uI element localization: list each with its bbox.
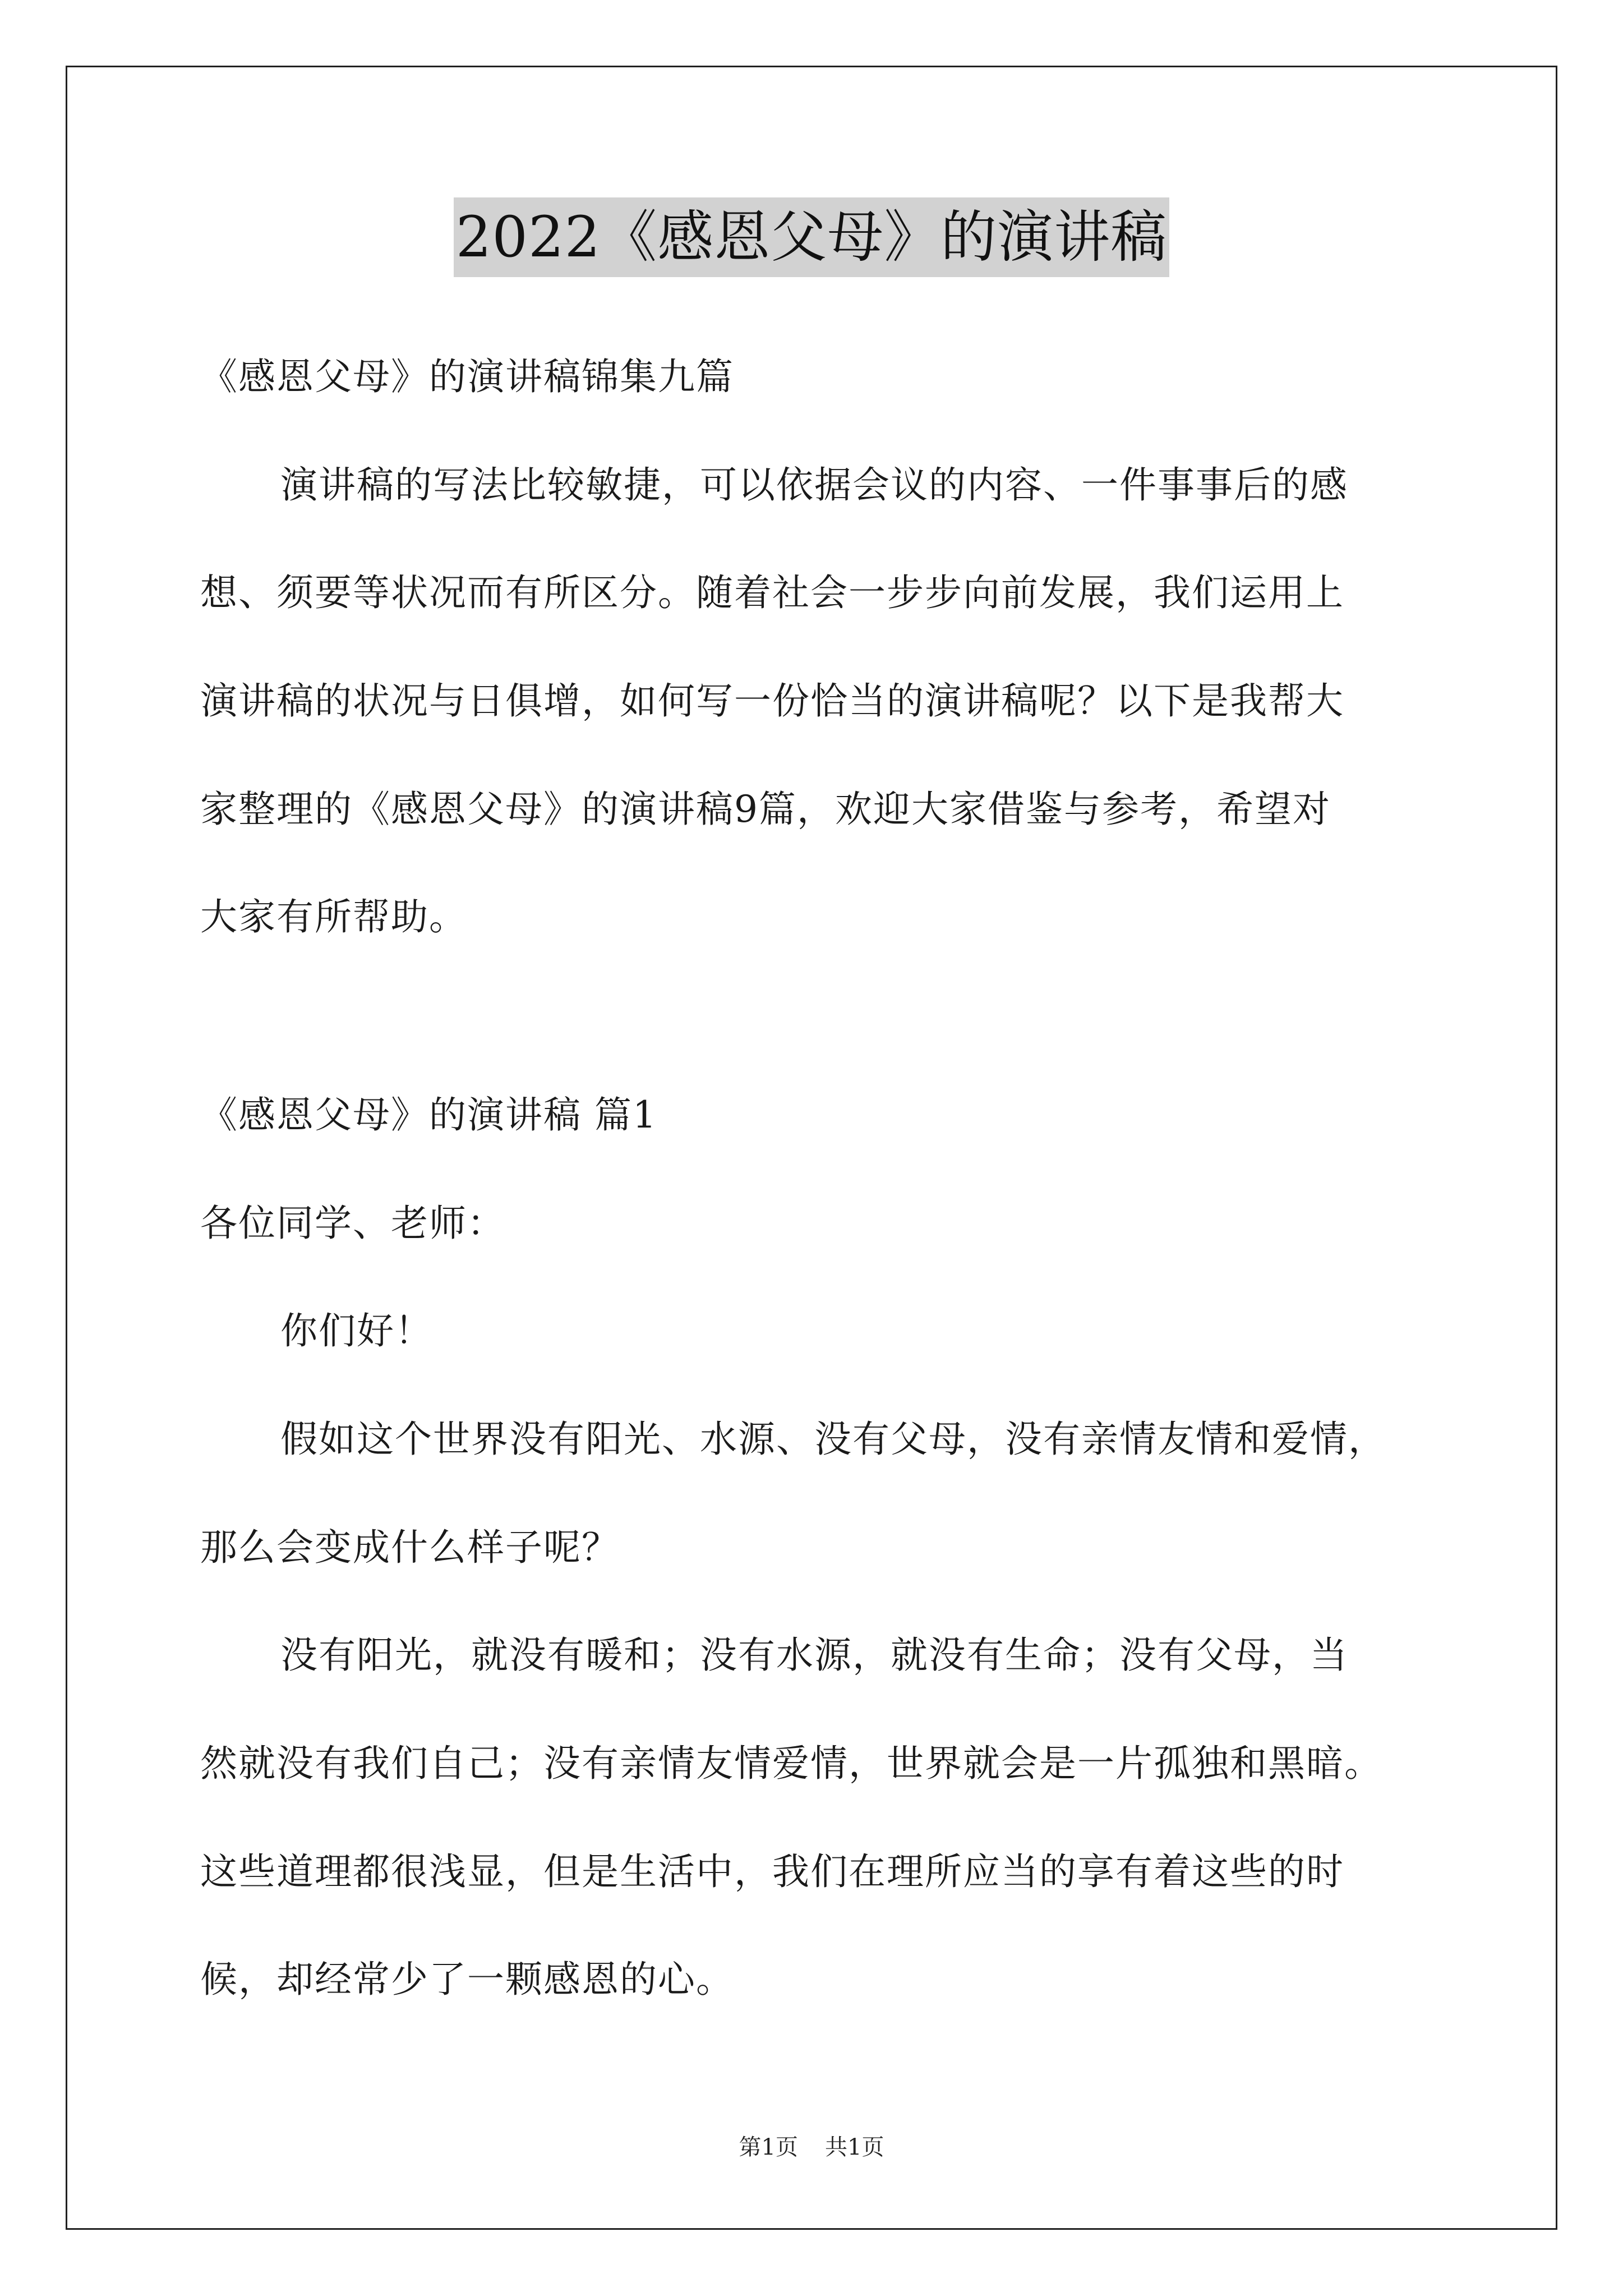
body-paragraph-2-line-4: 候，却经常少了一颗感恩的心。 <box>200 1958 734 2001</box>
intro-paragraph-line-1: 演讲稿的写法比较敏捷，可以依据会议的内容、一件事事后的感 <box>280 463 1348 507</box>
salutation-line: 各位同学、老师： <box>200 1202 505 1245</box>
section-heading: 《感恩父母》的演讲稿 篇1 <box>200 1093 657 1137</box>
subtitle-line: 《感恩父母》的演讲稿锦集九篇 <box>200 355 734 398</box>
intro-paragraph-line-2: 想、须要等状况而有所区分。随着社会一步步向前发展，我们运用上 <box>200 571 1344 614</box>
page-footer <box>0 2132 1623 2163</box>
title-container <box>0 197 1623 277</box>
body-paragraph-2-line-1: 没有阳光，就没有暖和；没有水源，就没有生命；没有父母，当 <box>280 1634 1348 1677</box>
page-number-current: 第1页 <box>739 2134 798 2160</box>
body-paragraph-1-line-2: 那么会变成什么样子呢？ <box>200 1526 620 1569</box>
body-paragraph-1-line-1: 假如这个世界没有阳光、水源、没有父母，没有亲情友情和爱情， <box>280 1418 1386 1461</box>
intro-paragraph-line-4: 家整理的《感恩父母》的演讲稿9篇，欢迎大家借鉴与参考，希望对 <box>200 788 1331 831</box>
document-title: 2022《感恩父母》的演讲稿 <box>454 197 1170 277</box>
intro-paragraph-line-3: 演讲稿的状况与日俱增，如何写一份恰当的演讲稿呢？以下是我帮大 <box>200 679 1344 723</box>
greeting-line: 你们好！ <box>280 1309 433 1352</box>
intro-paragraph-line-5: 大家有所帮助。 <box>200 895 467 938</box>
page-number-total: 共1页 <box>825 2134 884 2160</box>
body-paragraph-2-line-2: 然就没有我们自己；没有亲情友情爱情，世界就会是一片孤独和黑暗。 <box>200 1742 1382 1785</box>
body-paragraph-2-line-3: 这些道理都很浅显，但是生活中，我们在理所应当的享有着这些的时 <box>200 1850 1344 1893</box>
